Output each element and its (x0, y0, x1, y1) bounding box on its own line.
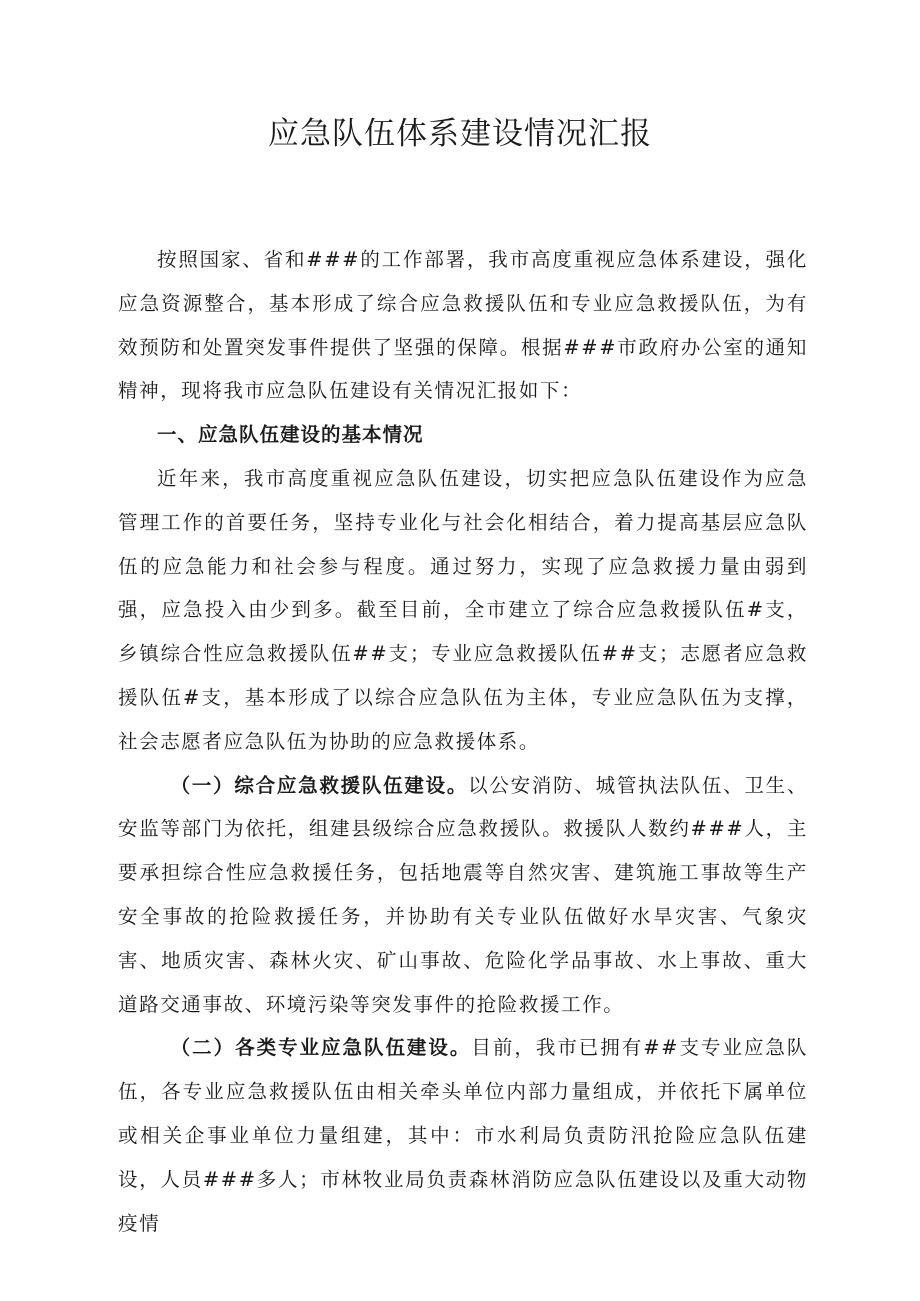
subsection-text-2: 目前，我市已拥有##支专业应急队伍，各专业应急救援队伍由相关牵头单位内部力量组成，并依托下属单位或相关企事业单位力量组建，其中：市水利局负责防汛抢险应急队伍建设，人员###多人；市林牧业局负责森林消防应急队伍建设以及重大动物疫情 (118, 1036, 809, 1235)
intro-paragraph: 按照国家、省和###的工作部署，我市高度重视应急体系建设，强化应急资源整合，基本形成了综合应急救援队伍和专业应急救援队伍，为有效预防和处置突发事件提供了坚强的保障。根据###市政府办公室的通知精神，现将我市应急队伍建设有关情况汇报如下： (118, 248, 808, 403)
subsection-paragraph-2 (118, 1026, 808, 1245)
subsection-lead-1: （一）综合应急救援队伍建设。 (170, 773, 469, 797)
subsection-paragraph-1 (118, 764, 808, 1027)
document-body (118, 238, 808, 1245)
subsection-lead-2: （二）各类专业应急队伍建设。 (170, 1036, 472, 1060)
document-title: 应急队伍体系建设情况汇报 (268, 116, 652, 152)
subsection-text-1: 以公安消防、城管执法队伍、卫生、安监等部门为依托，组建县级综合应急救援队。救援队人数约###人，主要承担综合性应急救援任务，包括地震等自然灾害、建筑施工事故等生产安全事故的抢险救援任务，并协助有关专业队伍做好水旱灾害、气象灾害、地质灾害、森林火灾、矿山事故、危险化学品事故、水上事故、重大道路交通事故、环境污染等突发事件的抢险救援工作。 (118, 773, 808, 1016)
section-paragraph: 近年来，我市高度重视应急队伍建设，切实把应急队伍建设作为应急管理工作的首要任务，坚持专业化与社会化相结合，着力提高基层应急队伍的应急能力和社会参与程度。通过努力，实现了应急救援力量由弱到强，应急投入由少到多。截至目前，全市建立了综合应急救援队伍#支，乡镇综合性应急救援队伍##支；专业应急救援队伍##支；志愿者应急救援队伍#支，基本形成了以综合应急队伍为主体，专业应急队伍为支撑，社会志愿者应急队伍为协助的应急救援体系。 (118, 466, 808, 753)
section-heading: 一、应急队伍建设的基本情况 (157, 423, 424, 447)
